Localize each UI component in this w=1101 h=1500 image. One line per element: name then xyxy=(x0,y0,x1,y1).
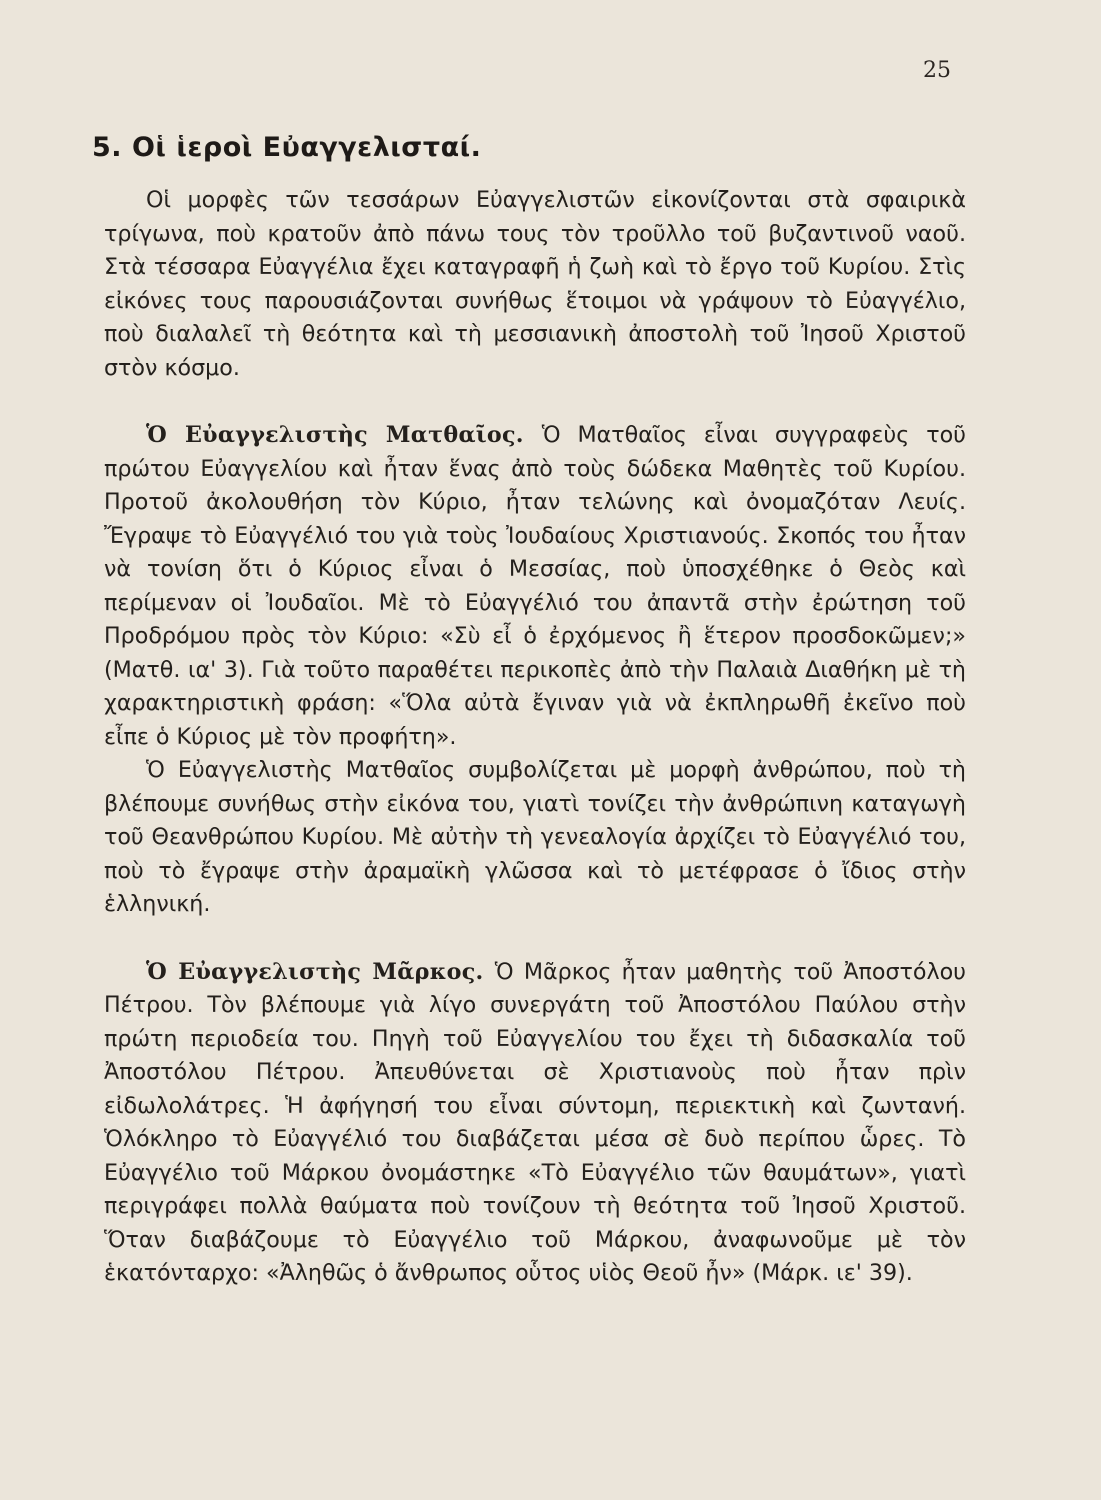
paragraph-text: Οἱ μορφὲς τῶν τεσσάρων Εὐαγγελιστῶν εἰκονίζονται στὰ σφαιρικὰ τρίγωνα, ποὺ κρατοῦν ἀπὸ πάνω τους τὸν τροῦλλο τοῦ βυζαντινοῦ ναοῦ. Στὰ τέσσαρα Εὐαγγέλια ἔχει καταγραφῆ ἡ ζωὴ καὶ τὸ ἔργο τοῦ Κυρίου. Στὶς εἰκόνες τους παρουσιάζονται συνήθως ἕτοιμοι νὰ γράψουν τὸ Εὐαγγέλιο, ποὺ διαλαλεῖ τὴ θεότητα καὶ τὴ μεσσιανικὴ ἀποστολὴ τοῦ Ἰησοῦ Χριστοῦ στὸν κόσμο. xyxy=(104,187,966,381)
body-text xyxy=(104,184,966,1291)
section-title: 5. Οἱ ἱεροὶ Εὐαγγελισταί. xyxy=(92,132,482,163)
paragraph-matthew xyxy=(104,419,966,754)
paragraph-text: Ὁ Εὐαγγελιστὴς Ματθαῖος συμβολίζεται μὲ μορφὴ ἀνθρώπου, ποὺ τὴ βλέπουμε συνήθως στὴν εἰκόνα του, γιατὶ τονίζει τὴν ἀνθρώπινη καταγωγὴ τοῦ Θεανθρώπου Κυρίου. Μὲ αὐτὴν τὴ γενεαλογία ἀρχίζει τὸ Εὐαγγέλιό του, ποὺ τὸ ἔγραψε στὴν ἀραμαϊκὴ γλῶσσα καὶ τὸ μετέφρασε ὁ ἴδιος στὴν ἑλληνική. xyxy=(104,757,966,917)
paragraph-lead-heading: Ὁ Εὐαγγελιστὴς Μᾶρκος. xyxy=(146,958,495,985)
paragraph-text: Ὁ Μᾶρκος ἦταν μαθητὴς τοῦ Ἀποστόλου Πέτρου. Τὸν βλέπουμε γιὰ λίγο συνεργάτη τοῦ Ἀποστόλου Παύλου στὴν πρώτη περιοδεία του. Πηγὴ τοῦ Εὐαγγελίου του ἔχει τὴ διδασκαλία τοῦ Ἀποστόλου Πέτρου. Ἀπευθύνεται σὲ Χριστιανοὺς ποὺ ἦταν πρὶν εἰδωλολάτρες. Ἡ ἀφήγησή του εἶναι σύντομη, περιεκτικὴ καὶ ζωντανή. Ὁλόκληρο τὸ Εὐαγγέλιό του διαβάζεται μέσα σὲ δυὸ περίπου ὧρες. Τὸ Εὐαγγέλιο τοῦ Μάρκου ὀνομάστηκε «Τὸ Εὐαγγέλιο τῶν θαυμάτων», γιατὶ περιγράφει πολλὰ θαύματα ποὺ τονίζουν τὴ θεότητα τοῦ Ἰησοῦ Χριστοῦ. Ὅταν διαβάζουμε τὸ Εὐαγγέλιο τοῦ Μάρκου, ἀναφωνοῦμε μὲ τὸν ἑκατόνταρχο: «Ἀληθῶς ὁ ἄνθρωπος οὗτος υἱὸς Θεοῦ ἦν» (Μάρκ. ιε' 39). xyxy=(104,958,966,1286)
paragraph-intro xyxy=(104,184,966,385)
paragraph-lead-heading: Ὁ Εὐαγγελιστὴς Ματθαῖος. xyxy=(146,422,542,448)
paragraph-text: Ὁ Ματθαῖος εἶναι συγγραφεὺς τοῦ πρώτου Εὐαγγελίου καὶ ἦταν ἕνας ἀπὸ τοὺς δώδεκα Μαθητὲς τοῦ Κυρίου. Προτοῦ ἀκολουθήση τὸν Κύριο, ἦταν τελώνης καὶ ὀνομαζόταν Λευίς. Ἔγραψε τὸ Εὐαγγέλιό του γιὰ τοὺς Ἰουδαίους Χριστιανούς. Σκοπός του ἦταν νὰ τονίση ὅτι ὁ Κύριος εἶναι ὁ Μεσσίας, ποὺ ὑποσχέθηκε ὁ Θεὸς καὶ περίμεναν οἱ Ἰουδαῖοι. Μὲ τὸ Εὐαγγέλιό του ἀπαντᾶ στὴν ἐρώτηση τοῦ Προδρόμου πρὸς τὸν Κύριο: «Σὺ εἶ ὁ ἐρχόμενος ἢ ἕτερον προσδοκῶμεν;» (Ματθ. ια' 3). Γιὰ τοῦτο παραθέτει περικοπὲς ἀπὸ τὴν Παλαιὰ Διαθήκη μὲ τὴ χαρακτηριστικὴ φράση: «Ὅλα αὐτὰ ἔγιναν γιὰ νὰ ἐκπληρωθῆ ἐκεῖνο ποὺ εἶπε ὁ Κύριος μὲ τὸν προφήτη». xyxy=(104,422,966,750)
paragraph-mark xyxy=(104,956,966,1291)
page-number: 25 xyxy=(923,58,951,83)
paragraph-matthew-symbol xyxy=(104,754,966,922)
